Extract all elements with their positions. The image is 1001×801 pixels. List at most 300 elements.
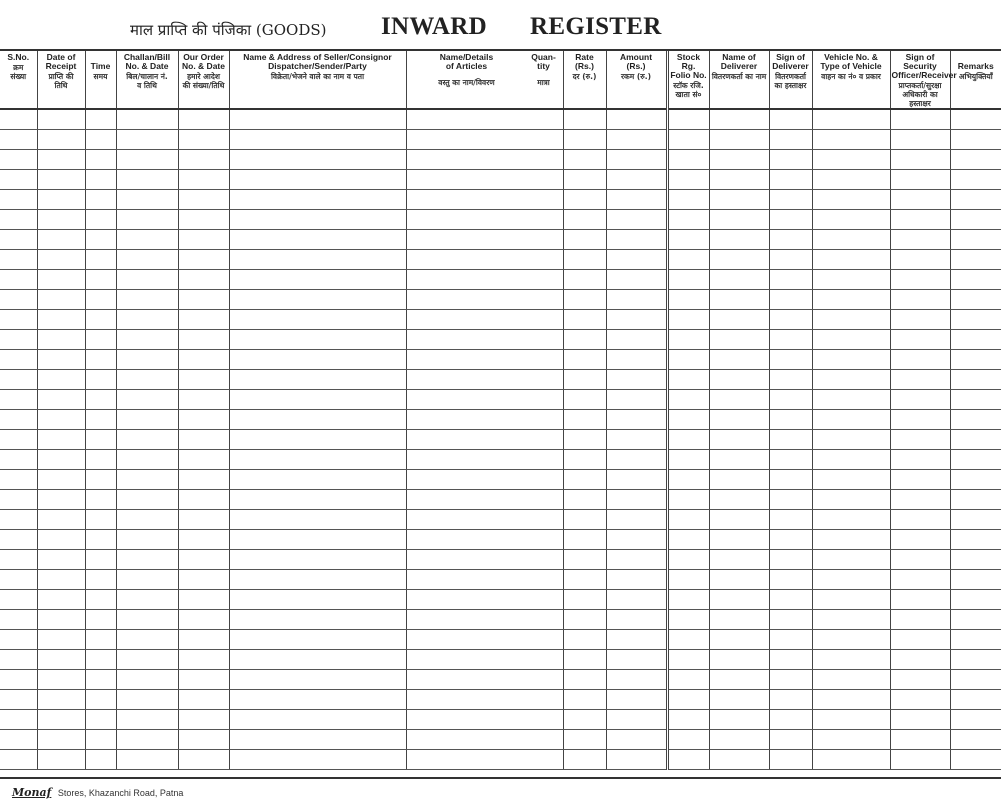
ledger-cell-amount <box>606 189 667 209</box>
ledger-cell-deliverer_sign <box>769 129 812 149</box>
ledger-cell-amount <box>606 209 667 229</box>
ledger-cell-deliverer_name <box>709 109 769 129</box>
ledger-cell-vehicle <box>812 329 890 349</box>
ledger-cell-articles <box>406 409 563 429</box>
table-row <box>0 289 1001 309</box>
ledger-cell-time <box>85 389 116 409</box>
col-label-hi: विक्रेता/भेजने वाले का नाम व पता <box>270 72 365 81</box>
ledger-cell-deliverer_name <box>709 229 769 249</box>
ledger-cell-date_receipt <box>37 349 85 369</box>
col-label-en: Quan- tity <box>531 52 556 71</box>
ledger-cell-security <box>890 489 950 509</box>
ledger-cell-security <box>890 609 950 629</box>
ledger-cell-date_receipt <box>37 569 85 589</box>
ledger-cell-security <box>890 469 950 489</box>
ledger-cell-amount <box>606 109 667 129</box>
ledger-cell-remarks <box>950 349 1001 369</box>
ledger-cell-security <box>890 369 950 389</box>
ledger-cell-order <box>178 569 229 589</box>
ledger-cell-vehicle <box>812 509 890 529</box>
ledger-cell-vehicle <box>812 649 890 669</box>
table-row <box>0 549 1001 569</box>
ledger-cell-order <box>178 349 229 369</box>
ledger-cell-remarks <box>950 649 1001 669</box>
ledger-cell-sno <box>0 549 37 569</box>
ledger-cell-stock <box>667 289 709 309</box>
ledger-cell-date_receipt <box>37 429 85 449</box>
ledger-cell-articles <box>406 129 563 149</box>
ledger-cell-rate <box>563 669 606 689</box>
col-header-order <box>178 51 229 109</box>
ledger-cell-rate <box>563 649 606 669</box>
table-row <box>0 729 1001 749</box>
ledger-cell-time <box>85 329 116 349</box>
ledger-cell-order <box>178 409 229 429</box>
ledger-cell-time <box>85 189 116 209</box>
ledger-cell-deliverer_name <box>709 289 769 309</box>
ledger-cell-remarks <box>950 449 1001 469</box>
ledger-cell-deliverer_name <box>709 749 769 769</box>
ledger-cell-articles <box>406 109 563 129</box>
ledger-cell-stock <box>667 649 709 669</box>
ledger-cell-vehicle <box>812 249 890 269</box>
ledger-cell-seller <box>229 469 406 489</box>
ledger-cell-vehicle <box>812 609 890 629</box>
ledger-cell-sno <box>0 749 37 769</box>
ledger-cell-sno <box>0 609 37 629</box>
ledger-cell-order <box>178 529 229 549</box>
ledger-cell-security <box>890 569 950 589</box>
ledger-cell-order <box>178 729 229 749</box>
ledger-cell-vehicle <box>812 229 890 249</box>
table-row <box>0 309 1001 329</box>
ledger-cell-articles <box>406 229 563 249</box>
ledger-cell-vehicle <box>812 349 890 369</box>
ledger-cell-rate <box>563 329 606 349</box>
ledger-cell-amount <box>606 529 667 549</box>
col-label-en: Our Order No. & Date <box>182 52 225 71</box>
ledger-cell-time <box>85 229 116 249</box>
ledger-cell-sno <box>0 469 37 489</box>
ledger-cell-articles <box>406 429 563 449</box>
page-footer <box>12 783 183 797</box>
ledger-cell-date_receipt <box>37 549 85 569</box>
ledger-cell-articles <box>406 549 563 569</box>
table-row <box>0 669 1001 689</box>
ledger-cell-amount <box>606 709 667 729</box>
col-label-en: S.No. <box>7 52 30 62</box>
ledger-cell-security <box>890 129 950 149</box>
ledger-cell-rate <box>563 589 606 609</box>
ledger-cell-rate <box>563 129 606 149</box>
ledger-cell-articles <box>406 309 563 329</box>
col-label-en: Vehicle No. & Type of Vehicle <box>820 52 882 71</box>
ledger-cell-articles <box>406 709 563 729</box>
ledger-cell-remarks <box>950 409 1001 429</box>
ledger-cell-stock <box>667 209 709 229</box>
title-hindi: माल प्राप्ति की पंजिका (GOODS) <box>130 21 327 39</box>
col-label-en: Name of Deliverer <box>720 52 758 71</box>
ledger-cell-order <box>178 749 229 769</box>
ledger-cell-amount <box>606 749 667 769</box>
ledger-cell-deliverer_name <box>709 349 769 369</box>
ledger-cell-amount <box>606 669 667 689</box>
ledger-cell-articles <box>406 269 563 289</box>
ledger-cell-seller <box>229 349 406 369</box>
ledger-cell-date_receipt <box>37 649 85 669</box>
ledger-cell-date_receipt <box>37 309 85 329</box>
ledger-cell-stock <box>667 689 709 709</box>
ledger-cell-time <box>85 369 116 389</box>
ledger-cell-remarks <box>950 469 1001 489</box>
col-header-sno <box>0 51 37 109</box>
ledger-cell-stock <box>667 189 709 209</box>
ledger-cell-sno <box>0 709 37 729</box>
ledger-cell-date_receipt <box>37 329 85 349</box>
ledger-cell-time <box>85 269 116 289</box>
ledger-cell-security <box>890 269 950 289</box>
ledger-cell-seller <box>229 589 406 609</box>
ledger-cell-vehicle <box>812 109 890 129</box>
ledger-cell-vehicle <box>812 269 890 289</box>
ledger-cell-deliverer_sign <box>769 729 812 749</box>
ledger-cell-security <box>890 649 950 669</box>
ledger-cell-vehicle <box>812 709 890 729</box>
ledger-cell-rate <box>563 549 606 569</box>
ledger-cell-stock <box>667 109 709 129</box>
ledger-cell-deliverer_name <box>709 629 769 649</box>
col-header-date-receipt <box>37 51 85 109</box>
ledger-cell-challan <box>116 309 178 329</box>
articles-split-header <box>408 53 562 108</box>
ledger-cell-vehicle <box>812 489 890 509</box>
ledger-cell-time <box>85 709 116 729</box>
ledger-cell-challan <box>116 429 178 449</box>
ledger-cell-time <box>85 589 116 609</box>
ledger-cell-remarks <box>950 549 1001 569</box>
col-header-vehicle <box>812 51 890 109</box>
col-label-en: Amount (Rs.) <box>619 52 653 71</box>
ledger-cell-stock <box>667 469 709 489</box>
ledger-cell-vehicle <box>812 549 890 569</box>
ledger-cell-amount <box>606 589 667 609</box>
ledger-cell-security <box>890 209 950 229</box>
col-header-seller <box>229 51 406 109</box>
col-header-articles <box>406 51 563 109</box>
ledger-cell-rate <box>563 189 606 209</box>
ledger-cell-deliverer_sign <box>769 249 812 269</box>
title-register: REGISTER <box>530 13 662 40</box>
ledger-cell-deliverer_name <box>709 429 769 449</box>
ledger-cell-deliverer_sign <box>769 309 812 329</box>
ledger-cell-stock <box>667 709 709 729</box>
ledger-cell-date_receipt <box>37 689 85 709</box>
ledger-cell-stock <box>667 129 709 149</box>
ledger-cell-sno <box>0 389 37 409</box>
ledger-cell-order <box>178 649 229 669</box>
ledger-cell-amount <box>606 349 667 369</box>
ledger-cell-challan <box>116 729 178 749</box>
ledger-cell-remarks <box>950 709 1001 729</box>
ledger-cell-challan <box>116 249 178 269</box>
ledger-cell-security <box>890 409 950 429</box>
col-label-hi: हमारे आदेश की संख्या/तिथि <box>182 72 225 90</box>
ledger-cell-seller <box>229 149 406 169</box>
ledger-cell-vehicle <box>812 729 890 749</box>
ledger-cell-remarks <box>950 269 1001 289</box>
ledger-cell-seller <box>229 309 406 329</box>
ledger-cell-challan <box>116 329 178 349</box>
table-row <box>0 269 1001 289</box>
ledger-cell-amount <box>606 489 667 509</box>
col-label-en: Challan/Bill No. & Date <box>123 52 171 71</box>
ledger-cell-seller <box>229 729 406 749</box>
ledger-cell-security <box>890 669 950 689</box>
ledger-cell-vehicle <box>812 629 890 649</box>
ledger-cell-vehicle <box>812 289 890 309</box>
ledger-cell-challan <box>116 509 178 529</box>
ledger-cell-rate <box>563 149 606 169</box>
table-row <box>0 449 1001 469</box>
ledger-cell-order <box>178 169 229 189</box>
ledger-cell-sno <box>0 589 37 609</box>
ledger-cell-remarks <box>950 189 1001 209</box>
table-row <box>0 189 1001 209</box>
col-header-deliverer-name <box>709 51 769 109</box>
table-row <box>0 649 1001 669</box>
ledger-cell-deliverer_name <box>709 589 769 609</box>
ledger-cell-articles <box>406 369 563 389</box>
ledger-cell-time <box>85 469 116 489</box>
table-row <box>0 329 1001 349</box>
ledger-cell-stock <box>667 549 709 569</box>
ledger-cell-rate <box>563 269 606 289</box>
ledger-cell-stock <box>667 449 709 469</box>
ledger-cell-remarks <box>950 209 1001 229</box>
ledger-cell-articles <box>406 329 563 349</box>
ledger-cell-seller <box>229 249 406 269</box>
ledger-cell-rate <box>563 349 606 369</box>
ledger-cell-rate <box>563 749 606 769</box>
ledger-cell-deliverer_sign <box>769 509 812 529</box>
ledger-cell-seller <box>229 509 406 529</box>
ledger-cell-date_receipt <box>37 229 85 249</box>
ledger-cell-rate <box>563 489 606 509</box>
ledger-cell-rate <box>563 569 606 589</box>
ledger-cell-seller <box>229 549 406 569</box>
ledger-cell-order <box>178 629 229 649</box>
col-label-hi: क्रम संख्या <box>10 63 27 81</box>
ledger-cell-deliverer_name <box>709 269 769 289</box>
ledger-cell-security <box>890 309 950 329</box>
col-label-hi: मात्रा <box>537 78 550 87</box>
ledger-cell-articles <box>406 669 563 689</box>
table-row <box>0 489 1001 509</box>
page-header <box>0 0 1001 46</box>
ledger-cell-rate <box>563 629 606 649</box>
table-row <box>0 709 1001 729</box>
ledger-cell-seller <box>229 169 406 189</box>
col-label-hi: प्राप्तकर्ता/सुरक्षा अधिकारी का हस्ताक्षर <box>898 81 942 108</box>
ledger-cell-vehicle <box>812 529 890 549</box>
ledger-cell-time <box>85 529 116 549</box>
ledger-cell-challan <box>116 189 178 209</box>
ledger-cell-security <box>890 149 950 169</box>
ledger-cell-sno <box>0 369 37 389</box>
ledger-cell-remarks <box>950 129 1001 149</box>
ledger-cell-order <box>178 369 229 389</box>
ledger-cell-deliverer_sign <box>769 609 812 629</box>
ledger-cell-time <box>85 689 116 709</box>
ledger-cell-vehicle <box>812 409 890 429</box>
ledger-cell-time <box>85 249 116 269</box>
ledger-cell-rate <box>563 729 606 749</box>
ledger-cell-sno <box>0 569 37 589</box>
ledger-cell-security <box>890 169 950 189</box>
ledger-cell-amount <box>606 409 667 429</box>
ledger-cell-articles <box>406 729 563 749</box>
ledger-cell-articles <box>406 349 563 369</box>
ledger-cell-stock <box>667 269 709 289</box>
ledger-cell-deliverer_sign <box>769 569 812 589</box>
ledger-cell-deliverer_name <box>709 529 769 549</box>
ledger-cell-security <box>890 709 950 729</box>
col-header-security <box>890 51 957 109</box>
ledger-cell-remarks <box>950 109 1001 129</box>
ledger-cell-date_receipt <box>37 249 85 269</box>
ledger-cell-amount <box>606 249 667 269</box>
ledger-cell-sno <box>0 269 37 289</box>
ledger-cell-challan <box>116 169 178 189</box>
ledger-cell-deliverer_name <box>709 149 769 169</box>
col-header-stock <box>667 51 709 109</box>
ledger-cell-challan <box>116 389 178 409</box>
ledger-cell-amount <box>606 229 667 249</box>
ledger-cell-seller <box>229 329 406 349</box>
ledger-cell-stock <box>667 329 709 349</box>
ledger-cell-challan <box>116 269 178 289</box>
table-row <box>0 349 1001 369</box>
ledger-cell-order <box>178 149 229 169</box>
ledger-cell-remarks <box>950 529 1001 549</box>
table-row <box>0 509 1001 529</box>
register-ledger <box>0 49 1001 779</box>
ledger-cell-date_receipt <box>37 369 85 389</box>
ledger-cell-stock <box>667 529 709 549</box>
ledger-cell-deliverer_sign <box>769 329 812 349</box>
ledger-cell-time <box>85 749 116 769</box>
ledger-cell-seller <box>229 409 406 429</box>
ledger-cell-time <box>85 449 116 469</box>
ledger-cell-articles <box>406 289 563 309</box>
ledger-cell-time <box>85 289 116 309</box>
ledger-cell-seller <box>229 229 406 249</box>
ledger-cell-challan <box>116 549 178 569</box>
ledger-cell-order <box>178 289 229 309</box>
ledger-cell-deliverer_sign <box>769 229 812 249</box>
ledger-cell-deliverer_name <box>709 489 769 509</box>
ledger-cell-challan <box>116 629 178 649</box>
ledger-cell-rate <box>563 169 606 189</box>
ledger-cell-seller <box>229 609 406 629</box>
ledger-cell-deliverer_name <box>709 409 769 429</box>
ledger-cell-time <box>85 509 116 529</box>
table-row <box>0 589 1001 609</box>
ledger-cell-security <box>890 249 950 269</box>
ledger-cell-date_receipt <box>37 269 85 289</box>
ledger-cell-sno <box>0 669 37 689</box>
ledger-cell-rate <box>563 709 606 729</box>
ledger-cell-challan <box>116 689 178 709</box>
col-label-hi: वितरणकर्ता का हस्ताक्षर <box>774 72 807 90</box>
ledger-cell-deliverer_name <box>709 449 769 469</box>
ledger-cell-vehicle <box>812 209 890 229</box>
ledger-cell-articles <box>406 609 563 629</box>
ledger-cell-stock <box>667 409 709 429</box>
ledger-cell-sno <box>0 289 37 309</box>
col-header-amount <box>606 51 667 109</box>
ledger-cell-remarks <box>950 629 1001 649</box>
ledger-cell-sno <box>0 689 37 709</box>
ledger-cell-challan <box>116 669 178 689</box>
ledger-cell-deliverer_sign <box>769 389 812 409</box>
ledger-cell-deliverer_sign <box>769 449 812 469</box>
ledger-cell-articles <box>406 209 563 229</box>
ledger-cell-deliverer_name <box>709 329 769 349</box>
ledger-cell-security <box>890 229 950 249</box>
ledger-cell-stock <box>667 749 709 769</box>
col-header-deliverer-sign <box>769 51 812 109</box>
ledger-cell-amount <box>606 309 667 329</box>
column-header-row <box>0 51 1001 109</box>
ledger-cell-seller <box>229 189 406 209</box>
ledger-cell-amount <box>606 449 667 469</box>
ledger-cell-articles <box>406 169 563 189</box>
ledger-cell-seller <box>229 649 406 669</box>
ledger-cell-seller <box>229 569 406 589</box>
ledger-cell-challan <box>116 489 178 509</box>
ledger-cell-challan <box>116 649 178 669</box>
ledger-cell-deliverer_sign <box>769 149 812 169</box>
ledger-cell-security <box>890 529 950 549</box>
table-row <box>0 169 1001 189</box>
ledger-cell-deliverer_sign <box>769 549 812 569</box>
table-row <box>0 109 1001 129</box>
ledger-cell-seller <box>229 689 406 709</box>
ledger-cell-amount <box>606 569 667 589</box>
col-header-remarks <box>950 51 1001 109</box>
ledger-cell-remarks <box>950 249 1001 269</box>
ledger-cell-sno <box>0 349 37 369</box>
col-label-hi: वस्तु का नाम/विवरण <box>438 78 495 87</box>
ledger-cell-remarks <box>950 589 1001 609</box>
ledger-cell-amount <box>606 429 667 449</box>
ledger-cell-sno <box>0 629 37 649</box>
ledger-cell-deliverer_name <box>709 609 769 629</box>
ledger-cell-sno <box>0 109 37 129</box>
ledger-cell-challan <box>116 349 178 369</box>
ledger-cell-date_receipt <box>37 469 85 489</box>
ledger-cell-seller <box>229 389 406 409</box>
ledger-cell-sno <box>0 509 37 529</box>
ledger-cell-challan <box>116 149 178 169</box>
ledger-cell-seller <box>229 209 406 229</box>
ledger-cell-stock <box>667 349 709 369</box>
ledger-cell-date_receipt <box>37 629 85 649</box>
ledger-cell-order <box>178 609 229 629</box>
ledger-cell-seller <box>229 289 406 309</box>
ledger-cell-deliverer_sign <box>769 709 812 729</box>
